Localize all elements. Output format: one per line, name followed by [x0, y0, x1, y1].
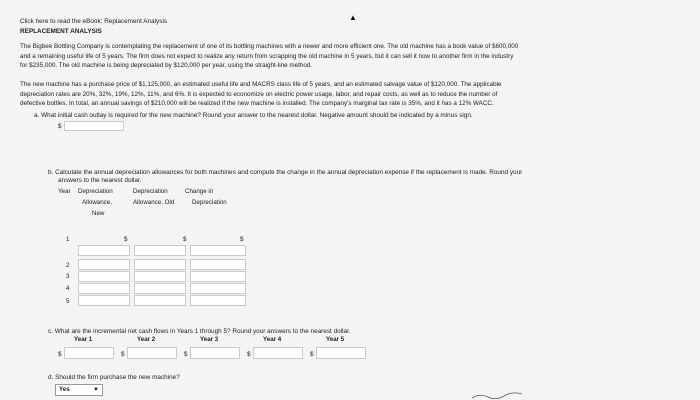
part-c-year5-label: Year 5 — [326, 336, 345, 343]
part-c-year2-label: Year 2 — [137, 336, 156, 343]
part-a-currency: $ — [58, 123, 62, 130]
part-b-question-line1: b. Calculate the annual depreciation allowances for both machines and compute the change in the annual depreciation expense if the replacement is made. Round your — [48, 169, 523, 176]
part-d-purchase-select[interactable] — [55, 384, 103, 396]
intro-p2-line2: depreciation rates are 20%, 32%, 19%, 12%, 11%, and 6%. It is expected to economize on electric power usage, labor, and repair costs, as well as to reduce the number of — [20, 90, 498, 98]
intro-p1-line2: and a remaining useful life of 5 years. The firm does not expect to realize any return from scrapping the old machine in 5 years, but it can sell it now to another firm in the industry — [20, 52, 514, 60]
chevron-down-icon: ▼ — [93, 387, 99, 393]
row5-dep-old-input[interactable] — [134, 295, 186, 306]
part-a-initial-outlay-input[interactable] — [64, 121, 124, 131]
part-c-year1-label: Year 1 — [74, 336, 93, 343]
part-c-year2-input[interactable] — [127, 347, 177, 359]
row-year-2: 2 — [66, 262, 70, 269]
intro-p2-line3: defective bottles. In total, an annual savings of $210,000 will be realized if the new machine is installed. The company's marginal tax rate is 35%, and it has a 12% WACC. — [20, 100, 494, 107]
row-year-5: 5 — [66, 298, 70, 305]
row1-new-currency: $ — [124, 236, 128, 243]
part-c-question: c. What are the incremental net cash flows in Years 1 through 5? Round your answers to the nearest dollar. — [48, 328, 351, 335]
row-year-4: 4 — [66, 285, 70, 292]
part-c-year3-label: Year 3 — [200, 336, 219, 343]
col-header-dep-new-1: Depreciation — [78, 188, 113, 195]
row3-change-input[interactable] — [190, 271, 246, 282]
part-b-question-line2: answers to the nearest dollar. — [58, 177, 142, 184]
ebook-link[interactable]: Click here to read the eBook: Replacement Analysis — [20, 18, 168, 25]
col-header-dep-old-1: Depreciation — [133, 188, 168, 195]
col-header-dep-new-2: Allowance, — [82, 199, 112, 206]
part-c-year1-input[interactable] — [64, 347, 114, 359]
col-header-year: Year — [58, 188, 71, 195]
intro-paragraph-1 — [20, 42, 685, 71]
part-c-year4-input[interactable] — [253, 347, 303, 359]
page-title: REPLACEMENT ANALYSIS — [20, 28, 102, 35]
row1-dep-new-input[interactable] — [78, 245, 130, 256]
scribble-icon — [472, 391, 522, 399]
part-c-year3-currency: $ — [184, 351, 188, 358]
part-c-year3-input[interactable] — [190, 347, 240, 359]
row-year-1: 1 — [66, 236, 70, 243]
row1-old-currency: $ — [183, 236, 187, 243]
row1-dep-old-input[interactable] — [134, 245, 186, 256]
row2-dep-new-input[interactable] — [78, 259, 130, 270]
row1-change-input[interactable] — [190, 245, 246, 256]
row4-change-input[interactable] — [190, 283, 246, 294]
part-c-year4-currency: $ — [247, 351, 251, 358]
part-c-year4-label: Year 4 — [263, 336, 282, 343]
mouse-cursor-icon: ▲ — [349, 13, 357, 22]
part-c-year1-currency: $ — [58, 351, 62, 358]
intro-paragraph-2 — [20, 80, 685, 109]
col-header-dep-new-3: New — [92, 210, 105, 217]
col-header-change-1: Change in — [185, 188, 214, 195]
intro-p1-line1: The Bigbee Bottling Company is contemplating the replacement of one of its bottling machines with a newer and more efficient one. The old machine has a book value of $600,000 — [20, 43, 519, 50]
part-c-year5-currency: $ — [310, 351, 314, 358]
intro-p2-line1: The new machine has a purchase price of $1,125,000, an estimated useful life and MACRS class life of 5 years, and an estimated salvage value of $120,000. The applicable — [20, 81, 502, 88]
row5-dep-new-input[interactable] — [78, 295, 130, 306]
intro-p1-line3: for $235,000. The old machine is being depreciated by $120,000 per year, using the straight-line method. — [20, 62, 313, 69]
part-c-year2-currency: $ — [121, 351, 125, 358]
row4-dep-old-input[interactable] — [134, 283, 186, 294]
row-year-3: 3 — [66, 273, 70, 280]
part-d-question: d. Should the firm purchase the new machine? — [48, 374, 180, 381]
row1-change-currency: $ — [240, 236, 244, 243]
row3-dep-old-input[interactable] — [134, 271, 186, 282]
part-c-year5-input[interactable] — [316, 347, 366, 359]
part-d-selected-value: Yes — [59, 386, 70, 393]
row5-change-input[interactable] — [190, 295, 246, 306]
row2-change-input[interactable] — [190, 259, 246, 270]
col-header-change-2: Depreciation — [192, 199, 227, 206]
part-a-question: a. What initial cash outlay is required for the new machine? Round your answer to the nearest dollar. Negative amount should be indicated by a minus sign. — [34, 112, 473, 119]
row3-dep-new-input[interactable] — [78, 271, 130, 282]
row4-dep-new-input[interactable] — [78, 283, 130, 294]
col-header-dep-old-2: Allowance, Old — [133, 199, 175, 206]
row2-dep-old-input[interactable] — [134, 259, 186, 270]
